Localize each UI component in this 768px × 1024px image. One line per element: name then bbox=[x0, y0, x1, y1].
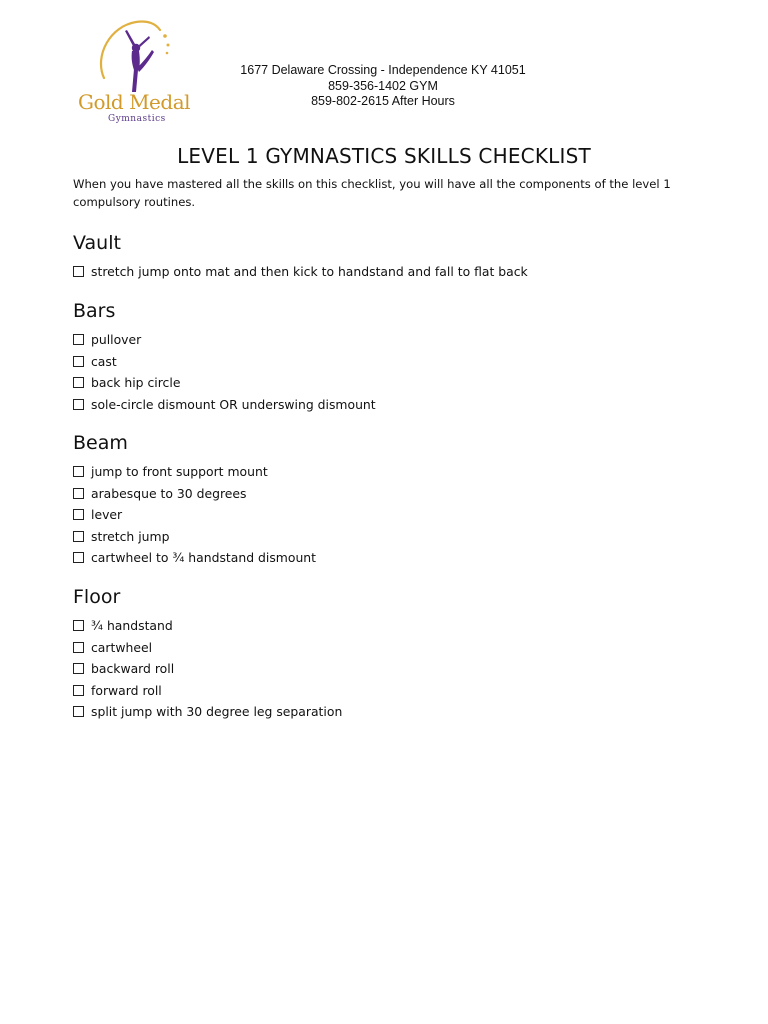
checklist-item bbox=[73, 372, 693, 394]
section-title-vault: Vault bbox=[73, 232, 121, 254]
item-label: forward roll bbox=[91, 682, 162, 698]
checkbox[interactable] bbox=[73, 642, 84, 653]
page-title: LEVEL 1 GYMNASTICS SKILLS CHECKLIST bbox=[177, 144, 591, 168]
section-vault bbox=[73, 231, 693, 283]
item-label: stretch jump bbox=[91, 528, 170, 544]
checklist-item bbox=[73, 526, 693, 548]
checkbox[interactable] bbox=[73, 620, 84, 631]
checkbox[interactable] bbox=[73, 488, 84, 499]
checkbox[interactable] bbox=[73, 552, 84, 563]
checklist-item bbox=[73, 261, 693, 283]
logo-subtitle: Gymnastics bbox=[108, 114, 166, 124]
phone-after-hours: 859-802-2615 After Hours bbox=[311, 94, 455, 108]
address-line: 1677 Delaware Crossing - Independence KY 41051 bbox=[240, 63, 526, 77]
checkbox[interactable] bbox=[73, 356, 84, 367]
contact-address-block bbox=[200, 63, 566, 110]
item-label: cartwheel to ¾ handstand dismount bbox=[91, 550, 317, 566]
checklist-item bbox=[73, 483, 693, 505]
section-title-bars: Bars bbox=[73, 300, 116, 322]
checklist-item bbox=[73, 461, 693, 483]
checklist-item bbox=[73, 394, 693, 416]
checkbox[interactable] bbox=[73, 399, 84, 410]
item-label: sole-circle dismount OR underswing dismount bbox=[91, 396, 376, 412]
item-label: ¾ handstand bbox=[91, 618, 173, 634]
checklist-item bbox=[73, 351, 693, 373]
section-floor bbox=[73, 585, 693, 723]
checkbox[interactable] bbox=[73, 266, 84, 277]
item-label: arabesque to 30 degrees bbox=[91, 485, 247, 501]
logo-name: Gold Medal bbox=[78, 90, 191, 114]
checklist-item bbox=[73, 329, 693, 351]
checklist-item bbox=[73, 658, 693, 680]
section-title-floor: Floor bbox=[73, 586, 121, 608]
gymnast-logo-icon bbox=[70, 16, 210, 96]
checklist-item bbox=[73, 637, 693, 659]
checkbox[interactable] bbox=[73, 334, 84, 345]
item-label: jump to front support mount bbox=[91, 464, 268, 480]
checklist-item bbox=[73, 615, 693, 637]
intro-paragraph: When you have mastered all the skills on this checklist, you will have all the components of the level 1 compulsory routines. bbox=[73, 177, 671, 209]
item-label: lever bbox=[91, 507, 123, 523]
checkbox[interactable] bbox=[73, 466, 84, 477]
item-label: stretch jump onto mat and then kick to handstand and fall to flat back bbox=[91, 264, 528, 280]
item-label: backward roll bbox=[91, 661, 175, 677]
item-label: cast bbox=[91, 353, 117, 369]
section-title-beam: Beam bbox=[73, 432, 128, 454]
checkbox[interactable] bbox=[73, 531, 84, 542]
checklist-item bbox=[73, 547, 693, 569]
section-bars bbox=[73, 299, 693, 415]
item-label: pullover bbox=[91, 332, 142, 348]
gold-medal-logo bbox=[70, 16, 210, 132]
checklist-item bbox=[73, 680, 693, 702]
checkbox[interactable] bbox=[73, 509, 84, 520]
checkbox[interactable] bbox=[73, 685, 84, 696]
item-label: cartwheel bbox=[91, 639, 153, 655]
checkbox[interactable] bbox=[73, 377, 84, 388]
phone-gym: 859-356-1402 GYM bbox=[328, 78, 438, 93]
section-beam bbox=[73, 431, 693, 569]
checklist-item bbox=[73, 504, 693, 526]
checkbox[interactable] bbox=[73, 663, 84, 674]
checkbox[interactable] bbox=[73, 706, 84, 717]
item-label: split jump with 30 degree leg separation bbox=[91, 704, 343, 720]
checklist-item bbox=[73, 701, 693, 723]
item-label: back hip circle bbox=[91, 375, 181, 391]
